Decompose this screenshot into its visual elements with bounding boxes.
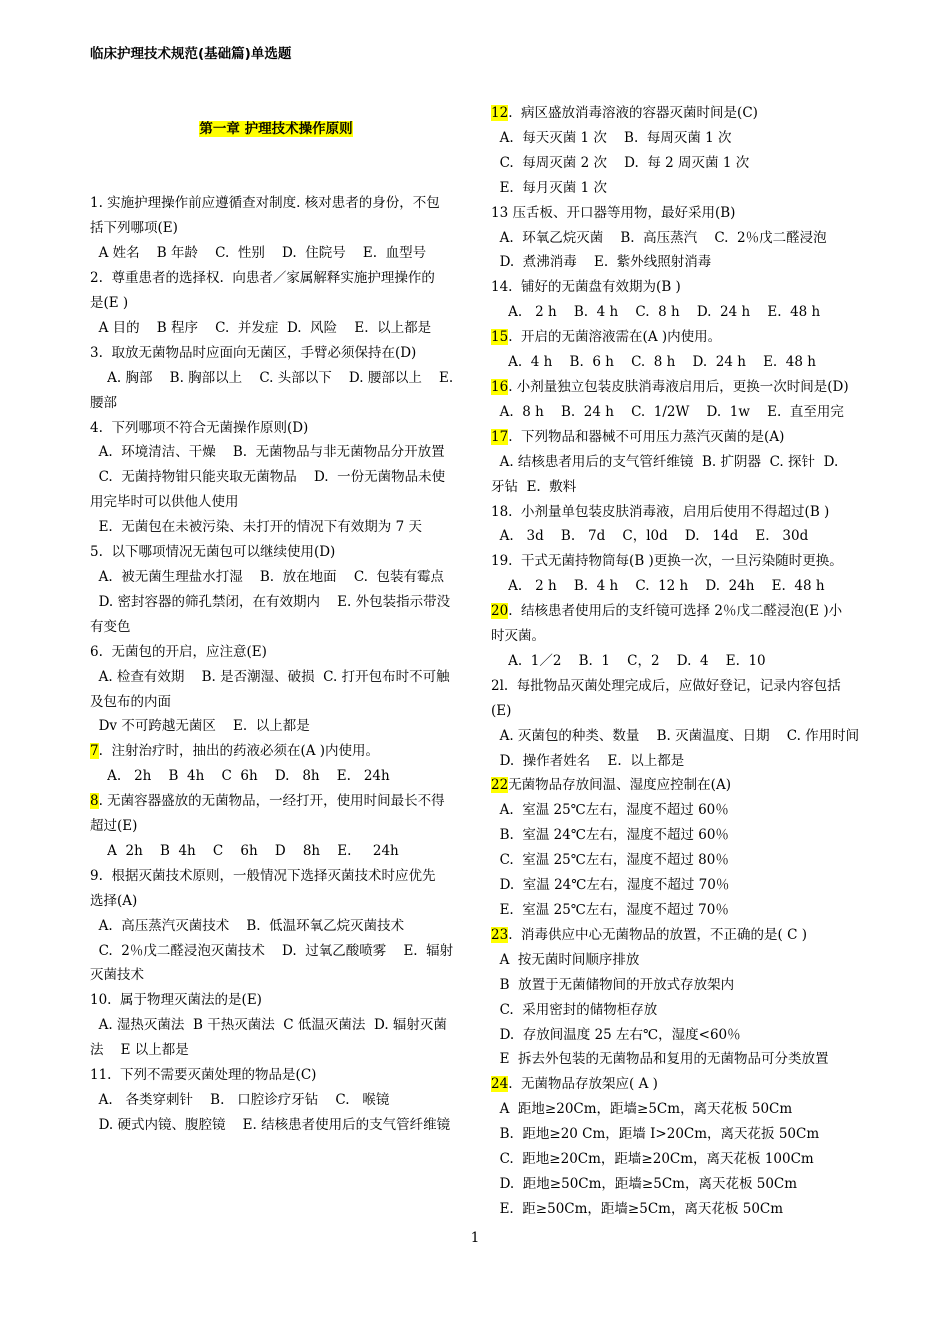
text-line: [491, 773, 866, 798]
line-text: . 下列物品和器械不可用压力蒸汽灭菌的是(A): [508, 428, 785, 445]
line-text: 腰部: [90, 394, 117, 411]
highlighted-question-number: 15: [491, 329, 509, 346]
text-line: [491, 101, 866, 126]
line-text: A 距地≥20Cm，距墙≥5Cm，离天花板 50Cm: [491, 1101, 793, 1118]
text-line: [491, 699, 866, 724]
line-text: A. 各类穿刺针 B. 口腔诊疗牙钻 C. 喉镜: [90, 1092, 390, 1108]
text-line: [90, 963, 462, 988]
line-text: A. 环境清洁、干燥 B. 无菌物品与非无菌物品分开放置: [90, 444, 445, 461]
text-line: [90, 241, 462, 266]
text-line: [90, 391, 462, 416]
line-text: E. 室温 25℃左右，湿度不超过 70％: [491, 902, 729, 918]
line-text: 用完毕时可以供他人使用: [90, 494, 239, 511]
text-line: [90, 914, 462, 939]
text-line: [491, 948, 866, 973]
line-text: C. 无菌持物钳只能夹取无菌物品 D. 一份无菌物品未使: [90, 469, 446, 486]
highlighted-question-number: 24: [491, 1076, 509, 1093]
text-line: [491, 1172, 866, 1197]
text-line: [491, 1023, 866, 1048]
line-text: 法 E 以上都是: [90, 1042, 189, 1059]
line-text: D. 存放间温度 25 左右℃，湿度<60％: [491, 1026, 741, 1043]
left-question-list: [90, 191, 462, 1137]
line-text: D. 距地≥50Cm，距墙≥5Cm，离天花板 50Cm: [491, 1175, 798, 1192]
text-line: [491, 524, 866, 549]
line-text: 4. 下列哪项不符合无菌操作原则(D): [90, 419, 309, 436]
text-line: [491, 350, 866, 375]
line-text: 11. 下列不需要灭菌处理的物品是(C): [90, 1067, 317, 1084]
line-text: . 消毒供应中心无菌物品的放置，不正确的是( C ): [508, 926, 808, 943]
text-line: [90, 1013, 462, 1038]
text-line: [90, 590, 462, 615]
spacer: [90, 166, 462, 191]
line-text: 灭菌技术: [90, 967, 144, 984]
line-text: A. 每天灭菌 1 次 B. 每周灭菌 1 次: [491, 129, 732, 146]
text-line: [90, 216, 462, 241]
text-line: [90, 615, 462, 640]
text-line: [90, 739, 462, 764]
text-line: [491, 574, 866, 599]
line-text: A. 3d B. 7d C，l0d D. 14d E. 30d: [491, 528, 809, 545]
highlighted-question-number: 7: [90, 743, 99, 760]
line-text: A. 高压蒸汽灭菌技术 B. 低温环氧乙烷灭菌技术: [90, 917, 405, 934]
line-text: 超过(E): [90, 818, 138, 835]
chapter-title-text: 第一章 护理技术操作原则: [199, 120, 353, 137]
line-text: 5. 以下哪项情况无菌包可以继续使用(D): [90, 544, 336, 561]
line-text: 13 压舌板、开口器等用物，最好采用(B): [491, 204, 736, 221]
text-line: [491, 873, 866, 898]
text-line: [491, 998, 866, 1023]
line-text: 19. 干式无菌持物筒每(B )更换一次，一旦污染随时更换。: [491, 553, 843, 570]
line-text: A 目的 B 程序 C. 并发症 D. 风险 E. 以上都是: [90, 319, 432, 336]
text-line: [491, 500, 866, 525]
line-text: D. 煮沸消毒 E. 紫外线照射消毒: [491, 254, 712, 271]
text-line: [491, 226, 866, 251]
text-line: [491, 973, 866, 998]
line-text: A. 检查有效期 B. 是否潮湿、破损 C. 打开包布时不可触: [90, 668, 450, 685]
line-text: 1. 实施护理操作前应遵循查对制度. 核对患者的身份，不包: [90, 195, 440, 212]
line-text: A. 被无菌生理盐水打湿 B. 放在地面 C. 包装有霉点: [90, 568, 445, 585]
text-line: [90, 764, 462, 789]
text-line: [491, 151, 866, 176]
text-line: [90, 191, 462, 216]
line-text: A. 室温 25℃左右，湿度不超过 60％: [491, 802, 729, 819]
line-text: 时灭菌。: [491, 628, 545, 645]
text-line: [491, 375, 866, 400]
line-text: 是(E ): [90, 295, 129, 311]
spacer: [90, 92, 462, 117]
line-text: 选择(A): [90, 892, 138, 909]
text-line: [491, 201, 866, 226]
line-text: 10. 属于物理灭菌法的是(E): [90, 992, 262, 1009]
line-text: 18. 小剂量单包装皮肤消毒液，启用后使用不得超过(B ): [491, 503, 830, 520]
text-line: [90, 1113, 462, 1138]
line-text: 有变色: [90, 618, 131, 635]
line-text: . 开启的无菌溶液需在(A )内使用。: [508, 329, 722, 346]
line-text: B 放置于无菌储物间的开放式存放架内: [491, 976, 735, 993]
text-line: [491, 599, 866, 624]
line-text: A. 湿热灭菌法 B 干热灭菌法 C 低温灭菌法 D. 辐射灭菌: [90, 1017, 447, 1034]
line-text: 2l. 每批物品灭菌处理完成后，应做好登记，记录内容包括: [491, 677, 841, 694]
text-line: [90, 266, 462, 291]
line-text: E. 无菌包在未被污染、未打开的情况下有效期为 7 天: [90, 519, 422, 536]
text-line: [491, 749, 866, 774]
line-text: 2. 尊重患者的选择权. 向患者／家属解释实施护理操作的: [90, 270, 435, 287]
line-text: D. 室温 24℃左右，湿度不超过 70％: [491, 877, 730, 894]
text-line: [491, 1147, 866, 1172]
text-line: [491, 649, 866, 674]
line-text: A 按无菌时间顺序排放: [491, 951, 640, 968]
line-text: 无菌物品存放间温、湿度应控制在(A): [508, 777, 731, 794]
text-line: [491, 1122, 866, 1147]
text-line: [491, 1097, 866, 1122]
text-line: [491, 325, 866, 350]
line-text: A. 环氧乙烷灭菌 B. 高压蒸汽 C. 2％戊二醛浸泡: [491, 229, 827, 246]
text-line: [90, 889, 462, 914]
line-text: 14. 铺好的无菌盘有效期为(B ): [491, 279, 681, 296]
text-line: [491, 126, 866, 151]
line-text: 3. 取放无菌物品时应面向无菌区，手臂必须保持在(D): [90, 344, 417, 361]
line-text: E. 每月灭菌 1 次: [491, 179, 607, 196]
highlighted-question-number: 12: [491, 105, 509, 121]
highlighted-question-number: 23: [491, 926, 509, 943]
highlighted-question-number: 20: [491, 603, 509, 620]
line-text: . 小剂量独立包装皮肤消毒液启用后，更换一次时间是(D): [508, 378, 849, 395]
spacer: [90, 67, 462, 92]
text-line: [90, 1038, 462, 1063]
line-text: C. 采用密封的储物柜存放: [491, 1001, 658, 1018]
text-line: [491, 1072, 866, 1097]
text-line: [90, 416, 462, 441]
line-text: A. 2 h B. 4 h C. 12 h D. 24h E. 48 h: [491, 578, 825, 595]
text-line: [491, 425, 866, 450]
line-text: A. 8 h B. 24 h C. 1/2W D. 1w E. 直至用完: [491, 403, 844, 420]
text-line: [491, 549, 866, 574]
text-line: [90, 1088, 462, 1113]
text-line: [90, 814, 462, 839]
text-line: [491, 450, 866, 475]
line-text: D. 密封容器的筛孔禁闭，在有效期内 E. 外包装指示带没: [90, 593, 451, 610]
line-text: A. 4 h B. 6 h C. 8 h D. 24 h E. 48 h: [491, 354, 816, 371]
highlighted-question-number: 8: [90, 793, 99, 810]
highlighted-question-number: 17: [491, 428, 509, 445]
text-line: [90, 565, 462, 590]
highlighted-question-number: 16: [491, 378, 509, 395]
text-line: [90, 665, 462, 690]
line-text: 6. 无菌包的开启，应注意(E): [90, 643, 267, 660]
line-text: B. 距地≥20 Cm，距墙 I>20Cm，离天花扳 50Cm: [491, 1126, 820, 1143]
line-text: 及包布的内面: [90, 693, 171, 710]
line-text: . 无菌容器盛放的无菌物品，一经打开，使用时间最长不得: [98, 793, 445, 810]
line-text: E. 距≥50Cm，距墙≥5Cm，离天花板 50Cm: [491, 1200, 784, 1217]
text-line: [90, 490, 462, 515]
line-text: A. 胸部 B. 胸部以上 C. 头部以下 D. 腰部以上 E.: [90, 369, 454, 386]
line-text: A. 2h B 4h C 6h D. 8h E. 24h: [90, 768, 390, 785]
text-line: [90, 939, 462, 964]
line-text: A. 灭菌包的种类、数量 B. 灭菌温度、日期 C. 作用时间: [491, 727, 860, 744]
line-text: A. 1／2 B. 1 C，2 D. 4 E. 10: [491, 652, 766, 669]
text-line: [90, 540, 462, 565]
line-text: (E): [491, 702, 512, 719]
text-line: [90, 789, 462, 814]
text-line: [90, 465, 462, 490]
text-line: [491, 1047, 866, 1072]
text-line: [491, 674, 866, 699]
text-line: [491, 724, 866, 749]
text-line: [90, 640, 462, 665]
text-line: [491, 798, 866, 823]
line-text: C. 2％戊二醛浸泡灭菌技术 D. 过氧乙酸喷雾 E. 辐射: [90, 942, 454, 959]
line-text: A 2h B 4h C 6h D 8h E. 24h: [90, 842, 399, 859]
line-text: 牙钻 E. 敷料: [491, 478, 577, 495]
line-text: . 注射治疗时，抽出的药液必须在(A )内使用。: [98, 743, 380, 760]
text-line: [90, 864, 462, 889]
text-line: [491, 848, 866, 873]
text-line: [491, 250, 866, 275]
highlighted-question-number: 22: [491, 777, 509, 794]
text-line: [90, 366, 462, 391]
line-text: D. 硬式内镜、腹腔镜 E. 结核患者使用后的支气管纤维镜: [90, 1116, 451, 1133]
text-line: [90, 714, 462, 739]
text-line: [491, 898, 866, 923]
line-text: 括下列哪项(E): [90, 220, 178, 237]
right-column: [491, 0, 866, 1222]
line-text: C. 室温 25℃左右，湿度不超过 80％: [491, 852, 729, 869]
line-text: . 结核患者使用后的支纤镜可选择 2％戊二醛浸泡(E )小: [508, 603, 843, 620]
right-question-list: [491, 101, 866, 1222]
line-text: C. 每周灭菌 2 次 D. 每 2 周灭菌 1 次: [491, 154, 750, 171]
text-line: [491, 275, 866, 300]
document-title: 临床护理技术规范(基础篇)单选题: [90, 46, 292, 62]
spacer: [90, 142, 462, 167]
line-text: 9. 根据灭菌技术原则，一般情况下选择灭菌技术时应优先: [90, 867, 436, 884]
text-line: [90, 988, 462, 1013]
text-line: [90, 839, 462, 864]
text-line: [491, 923, 866, 948]
text-line: [491, 475, 866, 500]
page-number: 1: [470, 1230, 480, 1246]
text-line: [491, 400, 866, 425]
text-line: [90, 316, 462, 341]
line-text: . 病区盛放消毒溶液的容器灭菌时间是(C): [508, 105, 758, 121]
line-text: E 拆去外包装的无菌物品和复用的无菌物品可分类放置: [491, 1051, 829, 1068]
left-column: [90, 0, 462, 1138]
text-line: [491, 300, 866, 325]
line-text: A. 2 h B. 4 h C. 8 h D. 24 h E. 48 h: [491, 304, 821, 321]
text-line: [90, 291, 462, 316]
line-text: C. 距地≥20Cm，距墙≥20Cm，离天花板 100Cm: [491, 1151, 814, 1168]
line-text: A 姓名 B 年龄 C. 性别 D. 住院号 E. 血型号: [90, 245, 427, 262]
text-line: [90, 341, 462, 366]
text-line: [90, 515, 462, 540]
line-text: B. 室温 24℃左右，湿度不超过 60％: [491, 827, 729, 844]
chapter-title: [90, 117, 462, 142]
text-line: [491, 1197, 866, 1222]
text-line: [491, 624, 866, 649]
line-text: . 无菌物品存放架应( A ): [508, 1076, 658, 1093]
line-text: Dv 不可跨越无菌区 E. 以上都是: [90, 718, 310, 735]
text-line: [491, 176, 866, 201]
text-line: [90, 1063, 462, 1088]
line-text: D. 操作者姓名 E. 以上都是: [491, 752, 685, 769]
line-text: A. 结核患者用后的支气管纤维镜 B. 扩阴器 C. 探针 D.: [491, 453, 839, 470]
text-line: [491, 823, 866, 848]
text-line: [90, 440, 462, 465]
text-line: [90, 690, 462, 715]
